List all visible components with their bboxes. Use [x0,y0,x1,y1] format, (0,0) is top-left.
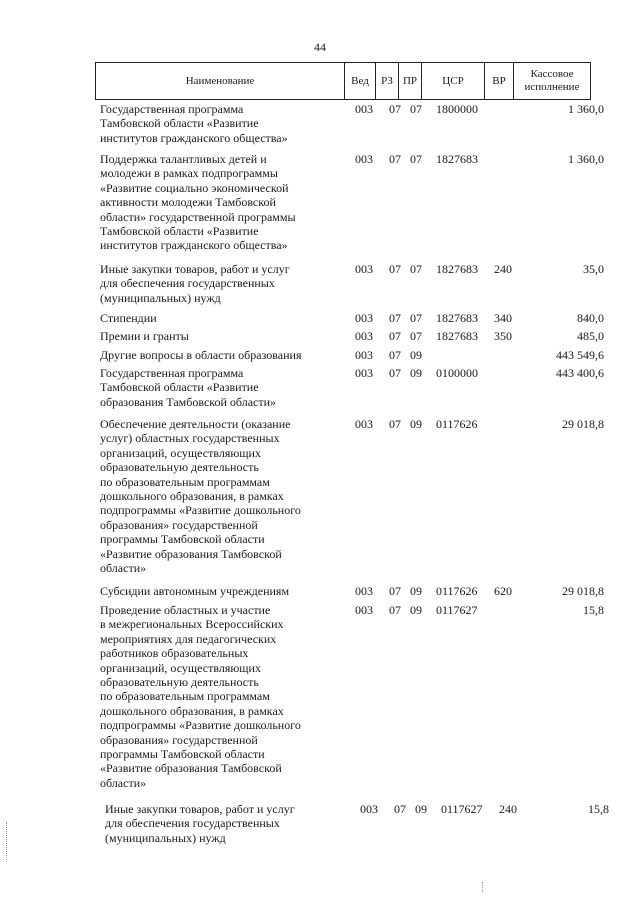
row-name-line: молодежи в рамках подпрограммы [100,166,278,181]
row-ved: 003 [355,417,373,431]
row-name-line: «Развитие образования Тамбовской [100,546,282,561]
row-pr: 07 [410,329,422,343]
row-rz: 07 [389,311,401,325]
header-name: Наименование [96,63,345,100]
row-pr: 09 [410,366,422,380]
row-rz: 07 [389,584,401,598]
row-name [105,802,345,845]
row-name-line: Иные закупки товаров, работ и услуг [105,802,295,816]
table-row [0,262,640,305]
row-amount: 29 018,8 [562,417,604,431]
row-name [100,311,340,325]
row-amount: 443 549,6 [556,348,604,362]
row-rz: 07 [389,417,401,431]
row-name-line: дошкольного образования, в рамках [100,703,284,718]
table-row [0,152,640,253]
row-amount: 29 018,8 [562,584,604,598]
row-name-line: работников образовательных [100,646,249,661]
row-name [100,603,340,790]
header-amount-line2: исполнение [524,81,580,93]
footer-scan-mark [482,882,485,892]
table-row [0,603,640,790]
row-name-line: программы Тамбовской области [100,532,265,547]
row-name-line: Иные закупки товаров, работ и услуг [100,262,290,276]
row-name-line: по образовательным программам [100,689,270,704]
row-name-line: активности молодежи Тамбовской [100,195,276,210]
row-name [100,152,340,253]
table-row [0,366,640,409]
row-csr: 1827683 [436,152,478,166]
table-row [0,802,640,845]
row-name [100,102,340,145]
header-rz: РЗ [376,63,399,100]
row-ved: 003 [355,102,373,116]
table-row [0,311,640,325]
row-name-line: (муниципальных) нужд [100,290,221,305]
row-pr: 07 [410,311,422,325]
row-rz: 07 [389,603,401,617]
table-row [0,329,640,343]
row-ved: 003 [355,603,373,617]
page-number: 44 [314,40,326,54]
row-csr: 0117627 [441,802,483,816]
row-ved: 003 [355,311,373,325]
row-rz: 07 [389,102,401,116]
row-name-line: Тамбовской области «Развитие [100,116,259,131]
table-row [0,417,640,575]
row-pr: 09 [410,603,422,617]
row-ved: 003 [355,152,373,166]
row-csr: 1827683 [436,311,478,325]
row-vr: 340 [494,311,512,325]
row-name-line: организаций, осуществляющих [100,445,261,460]
row-name-line: Стипендии [100,311,157,325]
row-csr: 0117626 [436,417,478,431]
table-header [95,62,591,100]
row-name-line: Тамбовской области «Развитие [100,224,259,239]
row-name-line: дошкольного образования, в рамках [100,489,284,504]
row-name-line: области» [100,775,147,790]
row-amount: 15,8 [588,802,609,816]
row-ved: 003 [355,329,373,343]
row-name-line: Обеспечение деятельности (оказание [100,417,291,431]
row-name [100,262,340,305]
table-row [0,348,640,362]
row-name-line: для обеспечения государственных [100,276,275,291]
row-pr: 09 [410,584,422,598]
row-name-line: Государственная программа [100,102,244,116]
row-csr: 1827683 [436,262,478,276]
row-name [100,417,340,575]
row-vr: 620 [494,584,512,598]
row-name-line: Проведение областных и участие [100,603,271,617]
row-amount: 840,0 [577,311,604,325]
row-ved: 003 [355,584,373,598]
row-name-line: области» [100,561,147,576]
header-ved: Вед [345,63,376,100]
row-pr: 09 [410,417,422,431]
row-amount: 35,0 [583,262,604,276]
row-amount: 1 360,0 [568,102,604,116]
row-name-line: «Развитие социально экономической [100,180,289,195]
row-name-line: Премии и гранты [100,329,189,343]
row-name-line: «Развитие образования Тамбовской [100,761,282,776]
row-vr: 350 [494,329,512,343]
row-rz: 07 [389,152,401,166]
row-name-line: Государственная программа [100,366,244,380]
row-name-line: образовательную деятельность [100,460,259,475]
header-pr: ПР [399,63,422,100]
row-name-line: образовательную деятельность [100,675,259,690]
table-row [0,102,640,145]
row-name-line: организаций, осуществляющих [100,660,261,675]
row-name-line: Поддержка талантливых детей и [100,152,267,166]
row-csr: 0100000 [436,366,478,380]
row-name-line: в межрегиональных Всероссийских [100,617,284,632]
row-name [100,329,340,343]
row-rz: 07 [389,348,401,362]
row-amount: 15,8 [583,603,604,617]
row-name-line: Другие вопросы в области образования [100,348,302,362]
row-name-line: для обеспечения государственных [105,816,280,831]
row-name-line: подпрограммы «Развитие дошкольного [100,503,301,518]
row-pr: 07 [410,262,422,276]
row-name-line: Субсидии автономным учреждениям [100,584,290,598]
row-rz: 07 [389,262,401,276]
row-name-line: мероприятиях для педагогических [100,631,277,646]
header-csr: ЦСР [422,63,485,100]
row-amount: 443 400,6 [556,366,604,380]
row-amount: 1 360,0 [568,152,604,166]
row-name-line: Тамбовской области «Развитие [100,380,259,395]
row-name-line: услуг) областных государственных [100,431,280,446]
table-row [0,584,640,598]
row-name [100,366,340,409]
header-vr: ВР [485,63,514,100]
row-name-line: подпрограммы «Развитие дошкольного [100,718,301,733]
row-name-line: образования» государственной [100,517,258,532]
row-vr: 240 [499,802,517,816]
row-csr: 1800000 [436,102,478,116]
margin-scan-mark [6,822,9,862]
row-pr: 09 [410,348,422,362]
row-rz: 07 [394,802,406,816]
row-rz: 07 [389,329,401,343]
row-ved: 003 [355,348,373,362]
row-csr: 0117627 [436,603,478,617]
row-name [100,348,340,362]
row-ved: 003 [360,802,378,816]
row-name-line: образования» государственной [100,732,258,747]
row-name-line: институтов гражданского общества» [100,130,288,145]
header-amount-line1: Кассовое [530,68,574,81]
row-pr: 07 [410,102,422,116]
header-amount [514,63,591,100]
row-name-line: по образовательным программам [100,474,270,489]
row-name-line: образования Тамбовской области» [100,394,277,409]
row-csr: 0117626 [436,584,478,598]
row-pr: 09 [415,802,427,816]
row-pr: 07 [410,152,422,166]
row-ved: 003 [355,366,373,380]
row-rz: 07 [389,366,401,380]
row-name-line: (муниципальных) нужд [105,830,226,845]
row-name-line: институтов гражданского общества» [100,238,288,253]
row-vr: 240 [494,262,512,276]
row-csr: 1827683 [436,329,478,343]
row-name [100,584,340,598]
row-amount: 485,0 [577,329,604,343]
row-name-line: области» государственной программы [100,209,296,224]
row-ved: 003 [355,262,373,276]
row-name-line: программы Тамбовской области [100,747,265,762]
